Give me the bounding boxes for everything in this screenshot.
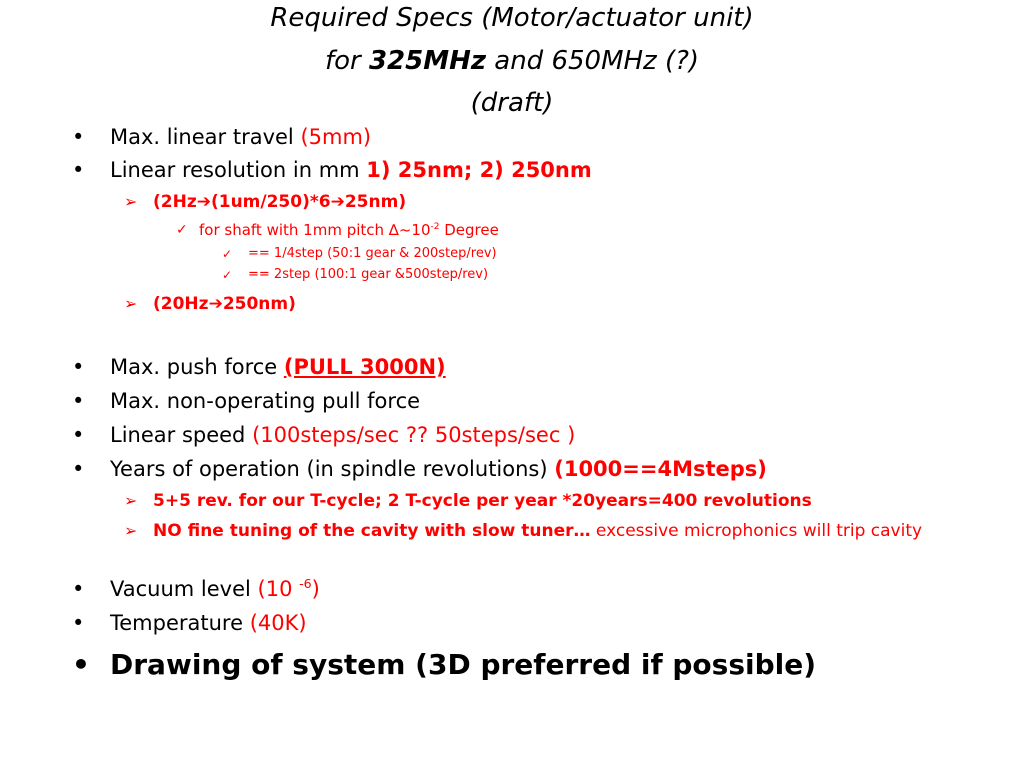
- resolution-label: Linear resolution in mm: [110, 158, 367, 182]
- travel-label: Max. linear travel: [110, 125, 301, 149]
- bullet-icon: •: [72, 577, 85, 601]
- travel-value: (5mm): [300, 125, 372, 149]
- sub1-c: 25nm): [344, 192, 407, 212]
- title-freq-325: 325MHz: [368, 46, 486, 76]
- title-line-3: (draft): [470, 88, 554, 118]
- drawing-text: Drawing of system (3D preferred if possible): [110, 648, 817, 681]
- temp-value: (40K): [249, 611, 307, 635]
- bullet-icon: •: [72, 611, 85, 635]
- check-icon: ✓: [222, 247, 233, 261]
- sub2-a: (20Hz: [153, 294, 209, 314]
- title-for: for: [324, 46, 369, 76]
- tuning-bold: NO fine tuning of the cavity with slow tuner…: [153, 521, 591, 541]
- bullet-icon: •: [72, 158, 85, 182]
- sub1-a: (2Hz: [153, 192, 197, 212]
- speed-label: Linear speed: [110, 423, 253, 447]
- sub1-b: (1um/250)*6: [210, 192, 331, 212]
- years-label: Years of operation (in spindle revolutions): [110, 457, 555, 481]
- bullet-icon: •: [72, 457, 85, 481]
- bullet-icon: •: [72, 389, 85, 413]
- arrow-bullet-icon: ➢: [124, 192, 138, 211]
- bullet-icon: •: [72, 355, 85, 379]
- nonop-label: Max. non-operating pull force: [110, 389, 421, 413]
- tuning-rest: excessive microphonics will trip cavity: [590, 521, 923, 541]
- arrow-bullet-icon: ➢: [124, 294, 138, 313]
- push-label: Max. push force: [110, 355, 284, 379]
- arrow-icon: ➔: [196, 192, 211, 212]
- check-icon: ✓: [222, 268, 233, 282]
- bullet-icon: •: [72, 423, 85, 447]
- shaft-b: ~10: [398, 221, 431, 239]
- shaft-c: Degree: [439, 221, 499, 239]
- shaft-a: for shaft with 1mm pitch: [199, 221, 389, 239]
- bullet-icon: •: [72, 125, 85, 149]
- arrow-bullet-icon: ➢: [124, 521, 138, 540]
- title-line-1: Required Specs (Motor/actuator unit): [270, 3, 754, 33]
- check-icon: ✓: [176, 222, 188, 238]
- bullet-icon: •: [72, 648, 90, 681]
- title-line-2: [0, 44, 1024, 79]
- years-value: (1000==4Msteps): [554, 457, 767, 481]
- arrow-icon: ➔: [208, 294, 223, 314]
- sub2-b: 250nm): [222, 294, 296, 314]
- shaft-exponent: -2: [430, 222, 440, 232]
- arrow-bullet-icon: ➢: [124, 491, 138, 510]
- temp-label: Temperature: [110, 611, 250, 635]
- rev-note: 5+5 rev. for our T-cycle; 2 T-cycle per year *20years=400 revolutions: [153, 491, 812, 511]
- arrow-icon: ➔: [330, 192, 345, 212]
- vacuum-label: Vacuum level: [110, 577, 258, 601]
- step-2-text: == 2step (100:1 gear &500step/rev): [248, 267, 489, 282]
- step-1-text: == 1/4step (50:1 gear & 200step/rev): [248, 246, 497, 261]
- vacuum-b: ): [311, 577, 320, 601]
- title-freq-650: and 650MHz (?): [486, 46, 700, 76]
- vacuum-a: (10: [257, 577, 300, 601]
- speed-value: (100steps/sec ?? 50steps/sec ): [252, 423, 576, 447]
- vacuum-exponent: -6: [299, 576, 312, 591]
- push-value: (PULL 3000N): [283, 355, 446, 379]
- resolution-value: 1) 25nm; 2) 250nm: [366, 158, 592, 182]
- delta-symbol: ∆: [388, 221, 399, 239]
